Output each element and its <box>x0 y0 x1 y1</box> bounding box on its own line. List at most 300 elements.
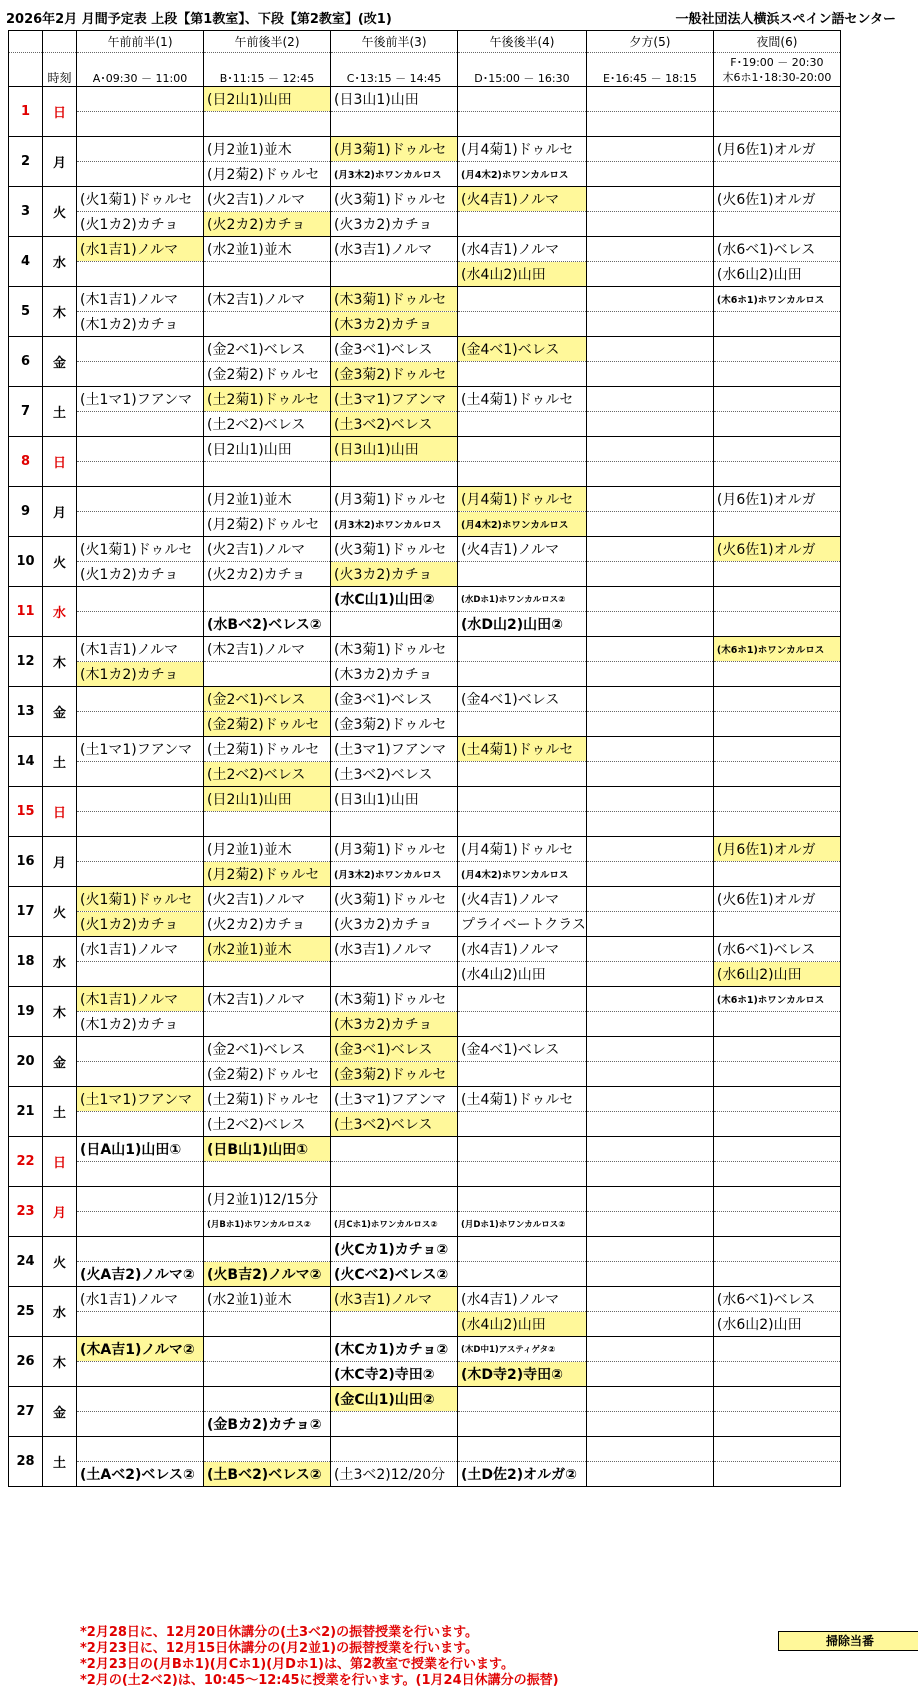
class-slot <box>458 712 587 737</box>
day-number: 11 <box>9 587 43 637</box>
class-slot: (火2吉1)ノルマ <box>204 887 331 912</box>
class-slot <box>331 1312 458 1337</box>
class-slot <box>586 362 713 387</box>
weekday: 水 <box>43 1287 77 1337</box>
weekday: 木 <box>43 987 77 1037</box>
day-row-upper <box>9 1187 841 1212</box>
day-row-lower <box>9 1062 841 1087</box>
day-row-lower <box>9 962 841 987</box>
class-slot <box>713 412 840 437</box>
class-slot <box>204 812 331 837</box>
class-slot <box>713 387 840 412</box>
class-slot: (土3ベ2)12/20分 <box>331 1462 458 1487</box>
weekday: 月 <box>43 137 77 187</box>
class-slot <box>713 762 840 787</box>
class-slot: (木C寺2)寺田② <box>331 1362 458 1387</box>
class-slot: (月4木2)ホワンカルロス <box>458 862 587 887</box>
class-slot <box>713 112 840 137</box>
day-row-upper <box>9 687 841 712</box>
class-slot <box>586 787 713 812</box>
class-slot: (金C山1)山田② <box>331 1387 458 1412</box>
class-slot <box>77 1112 204 1137</box>
day-row-lower <box>9 362 841 387</box>
day-number: 19 <box>9 987 43 1037</box>
class-slot <box>77 412 204 437</box>
weekday: 土 <box>43 1087 77 1137</box>
class-slot <box>204 1337 331 1362</box>
class-slot: (水4山2)山田 <box>458 1312 587 1337</box>
class-slot: (火4吉1)ノルマ <box>458 187 587 212</box>
class-slot <box>586 562 713 587</box>
class-slot: (木Cカ1)カチョ② <box>331 1337 458 1362</box>
class-slot <box>713 862 840 887</box>
class-slot <box>586 262 713 287</box>
class-slot <box>204 1012 331 1037</box>
note: *2月の(土2ベ2)は、10:45～12:45に授業を行います。(1月24日休講分の振替) <box>80 1673 559 1688</box>
class-slot: (木D寺2)寺田② <box>458 1362 587 1387</box>
class-slot: (木2吉1)ノルマ <box>204 637 331 662</box>
class-slot <box>713 737 840 762</box>
class-slot <box>586 1037 713 1062</box>
class-slot <box>77 1187 204 1212</box>
class-slot <box>77 1437 204 1462</box>
class-slot <box>586 87 713 112</box>
day-row-upper <box>9 1387 841 1412</box>
class-slot <box>586 487 713 512</box>
day-number: 24 <box>9 1237 43 1287</box>
class-slot <box>458 212 587 237</box>
class-slot: (土3マ1)フアンマ <box>331 387 458 412</box>
page-header <box>0 0 918 30</box>
class-slot <box>586 462 713 487</box>
class-slot: (日3山1)山田 <box>331 787 458 812</box>
class-slot: (水1吉1)ノルマ <box>77 1287 204 1312</box>
day-row-lower <box>9 612 841 637</box>
weekday: 火 <box>43 1237 77 1287</box>
class-slot: (木1吉1)ノルマ <box>77 987 204 1012</box>
class-slot <box>458 312 587 337</box>
class-slot: (水4吉1)ノルマ <box>458 937 587 962</box>
class-slot <box>204 1162 331 1187</box>
day-number: 18 <box>9 937 43 987</box>
class-slot: (土3マ1)フアンマ <box>331 737 458 762</box>
class-slot <box>77 112 204 137</box>
class-slot <box>586 437 713 462</box>
time-slot: F･19:00 － 20:30 <box>730 55 824 69</box>
class-slot: (金3菊2)ドゥルセ <box>331 712 458 737</box>
day-row-upper <box>9 287 841 312</box>
class-slot <box>586 187 713 212</box>
class-slot <box>586 662 713 687</box>
class-slot: (水6ベ1)ベレス <box>713 237 840 262</box>
time-slot-evening <box>713 53 840 87</box>
class-slot <box>713 912 840 937</box>
day-row-lower <box>9 312 841 337</box>
day-number: 7 <box>9 387 43 437</box>
class-slot <box>77 1362 204 1387</box>
class-slot <box>586 337 713 362</box>
class-slot: (火2カ2)カチョ <box>204 212 331 237</box>
class-slot: (木2吉1)ノルマ <box>204 987 331 1012</box>
note: *2月23日に、12月15日休講分の(月2並1)の振替授業を行います。 <box>80 1641 479 1656</box>
class-slot <box>458 1062 587 1087</box>
class-slot <box>586 1062 713 1087</box>
class-slot: (火4吉1)ノルマ <box>458 537 587 562</box>
day-row-upper <box>9 1087 841 1112</box>
note: *2月28日に、12月20日休講分の(土3ベ2)の振替授業を行います。 <box>80 1625 479 1640</box>
class-slot: (金2菊2)ドゥルセ <box>204 1062 331 1087</box>
day-row-lower <box>9 1312 841 1337</box>
class-slot: (木3カ2)カチョ <box>331 1012 458 1037</box>
class-slot <box>586 1012 713 1037</box>
day-row-lower <box>9 462 841 487</box>
class-slot: (月2並1)並木 <box>204 137 331 162</box>
class-slot: (土Aベ2)ベレス② <box>77 1462 204 1487</box>
class-slot <box>77 137 204 162</box>
class-slot: (月6佐1)オルガ <box>713 837 840 862</box>
class-slot <box>458 437 587 462</box>
corner-cell <box>9 53 43 87</box>
period-header: 午前後半(2) <box>204 31 331 53</box>
class-slot <box>458 562 587 587</box>
class-slot: (水6ベ1)ベレス <box>713 1287 840 1312</box>
class-slot <box>331 262 458 287</box>
class-slot <box>77 1312 204 1337</box>
class-slot: (火2吉1)ノルマ <box>204 537 331 562</box>
class-slot: (木2吉1)ノルマ <box>204 287 331 312</box>
day-row-upper <box>9 537 841 562</box>
period-header: 午後前半(3) <box>331 31 458 53</box>
day-row-lower <box>9 662 841 687</box>
class-slot <box>77 712 204 737</box>
class-slot: (日B山1)山田① <box>204 1137 331 1162</box>
weekday: 土 <box>43 737 77 787</box>
class-slot <box>458 1387 587 1412</box>
class-slot <box>77 162 204 187</box>
class-slot <box>458 787 587 812</box>
day-number: 23 <box>9 1187 43 1237</box>
day-row-upper <box>9 1037 841 1062</box>
corner-cell <box>9 31 43 53</box>
class-slot <box>586 212 713 237</box>
weekday: 日 <box>43 437 77 487</box>
class-slot <box>713 1187 840 1212</box>
class-slot <box>713 1212 840 1237</box>
class-slot <box>713 512 840 537</box>
day-row-lower <box>9 412 841 437</box>
class-slot: (木1吉1)ノルマ <box>77 637 204 662</box>
class-slot <box>586 537 713 562</box>
class-slot <box>713 162 840 187</box>
class-slot: (月6佐1)オルガ <box>713 137 840 162</box>
class-slot <box>204 1387 331 1412</box>
class-slot <box>77 1412 204 1437</box>
class-slot <box>586 1087 713 1112</box>
weekday: 月 <box>43 487 77 537</box>
day-row-upper <box>9 387 841 412</box>
day-number: 26 <box>9 1337 43 1387</box>
class-slot <box>77 437 204 462</box>
class-slot <box>586 862 713 887</box>
class-slot <box>586 1262 713 1287</box>
class-slot <box>713 1262 840 1287</box>
class-slot <box>713 1337 840 1362</box>
class-slot <box>586 137 713 162</box>
class-slot <box>204 112 331 137</box>
class-slot <box>331 612 458 637</box>
day-row-lower <box>9 1212 841 1237</box>
class-slot <box>77 337 204 362</box>
class-slot <box>77 1212 204 1237</box>
class-slot <box>77 612 204 637</box>
weekday: 木 <box>43 1337 77 1387</box>
class-slot <box>331 1187 458 1212</box>
class-slot: (金2ベ1)ベレス <box>204 687 331 712</box>
time-slot: D･15:00 － 16:30 <box>458 53 587 87</box>
class-slot: (土2菊1)ドゥルセ <box>204 1087 331 1112</box>
class-slot: (月3菊1)ドゥルセ <box>331 487 458 512</box>
class-slot: (月3木2)ホワンカルロス <box>331 162 458 187</box>
class-slot: (水C山1)山田② <box>331 587 458 612</box>
class-slot: (木A吉1)ノルマ② <box>77 1337 204 1362</box>
class-slot <box>458 462 587 487</box>
class-slot <box>713 1112 840 1137</box>
class-slot <box>458 812 587 837</box>
day-row-lower <box>9 912 841 937</box>
day-number: 14 <box>9 737 43 787</box>
period-header-row <box>9 31 841 53</box>
class-slot: (木3菊1)ドゥルセ <box>331 987 458 1012</box>
class-slot <box>204 1362 331 1387</box>
class-slot: (土3ベ2)ベレス <box>331 412 458 437</box>
class-slot: (土1マ1)フアンマ <box>77 737 204 762</box>
class-slot <box>713 312 840 337</box>
period-header: 夕方(5) <box>586 31 713 53</box>
day-number: 22 <box>9 1137 43 1187</box>
class-slot <box>713 712 840 737</box>
day-row-upper <box>9 137 841 162</box>
class-slot: (火B吉2)ノルマ② <box>204 1262 331 1287</box>
class-slot: (水6山2)山田 <box>713 1312 840 1337</box>
corner-cell <box>43 31 77 53</box>
class-slot <box>586 162 713 187</box>
time-slot: A･09:30 － 11:00 <box>77 53 204 87</box>
class-slot <box>331 112 458 137</box>
class-slot: (月Dホ1)ホワンカルロス② <box>458 1212 587 1237</box>
day-number: 6 <box>9 337 43 387</box>
weekday: 木 <box>43 637 77 687</box>
class-slot <box>586 1437 713 1462</box>
class-slot: (土2菊1)ドゥルセ <box>204 737 331 762</box>
class-slot <box>586 312 713 337</box>
class-slot <box>713 1137 840 1162</box>
class-slot <box>713 1412 840 1437</box>
class-slot: (土3ベ2)ベレス <box>331 762 458 787</box>
day-row-upper <box>9 637 841 662</box>
class-slot: (水6山2)山田 <box>713 962 840 987</box>
class-slot <box>713 1237 840 1262</box>
class-slot: (火6佐1)オルガ <box>713 187 840 212</box>
day-row-lower <box>9 1362 841 1387</box>
day-row-lower <box>9 862 841 887</box>
class-slot: (日2山1)山田 <box>204 437 331 462</box>
class-slot: プライベートクラス <box>458 912 587 937</box>
class-slot: (水1吉1)ノルマ <box>77 237 204 262</box>
time-slot: E･16:45 － 18:15 <box>586 53 713 87</box>
class-slot <box>77 487 204 512</box>
class-slot <box>713 1162 840 1187</box>
class-slot <box>458 1237 587 1262</box>
class-slot: (火Cベ2)ベレス② <box>331 1262 458 1287</box>
day-row-upper <box>9 1437 841 1462</box>
class-slot: (水Dホ1)ホワンカルロス② <box>458 587 587 612</box>
class-slot <box>586 912 713 937</box>
class-slot: (土2ベ2)ベレス <box>204 762 331 787</box>
notes <box>80 1625 559 1689</box>
day-row-upper <box>9 87 841 112</box>
class-slot: (水4吉1)ノルマ <box>458 237 587 262</box>
day-row-lower <box>9 162 841 187</box>
class-slot: (月3木2)ホワンカルロス <box>331 862 458 887</box>
class-slot: (月2並1)並木 <box>204 837 331 862</box>
class-slot <box>458 1412 587 1437</box>
class-slot <box>713 612 840 637</box>
class-slot: (水D山2)山田② <box>458 612 587 637</box>
class-slot: (月2菊2)ドゥルセ <box>204 162 331 187</box>
day-row-upper <box>9 937 841 962</box>
period-header: 午前前半(1) <box>77 31 204 53</box>
class-slot <box>458 362 587 387</box>
day-row-lower <box>9 762 841 787</box>
weekday: 水 <box>43 237 77 287</box>
class-slot <box>204 962 331 987</box>
class-slot: (水1吉1)ノルマ <box>77 937 204 962</box>
class-slot <box>586 387 713 412</box>
class-slot: (木6ホ1)ホワンカルロス <box>713 287 840 312</box>
class-slot: (水2並1)並木 <box>204 937 331 962</box>
class-slot: (水4山2)山田 <box>458 262 587 287</box>
day-number: 17 <box>9 887 43 937</box>
day-number: 2 <box>9 137 43 187</box>
period-header: 夜間(6) <box>713 31 840 53</box>
class-slot: (月2菊2)ドゥルセ <box>204 862 331 887</box>
weekday: 火 <box>43 187 77 237</box>
day-row-upper <box>9 437 841 462</box>
class-slot <box>586 1287 713 1312</box>
class-slot: (土3マ1)フアンマ <box>331 1087 458 1112</box>
weekday: 日 <box>43 87 77 137</box>
class-slot <box>586 237 713 262</box>
class-slot <box>458 1262 587 1287</box>
weekday: 金 <box>43 337 77 387</box>
class-slot <box>586 612 713 637</box>
day-row-upper <box>9 237 841 262</box>
class-slot: (水2並1)並木 <box>204 237 331 262</box>
weekday: 日 <box>43 1137 77 1187</box>
class-slot: (金2ベ1)ベレス <box>204 1037 331 1062</box>
class-slot <box>77 687 204 712</box>
class-slot <box>713 812 840 837</box>
day-row-upper <box>9 837 841 862</box>
class-slot: (土2ベ2)ベレス <box>204 1112 331 1137</box>
class-slot: (火1カ2)カチョ <box>77 562 204 587</box>
class-slot: (火3カ2)カチョ <box>331 562 458 587</box>
class-slot <box>458 1112 587 1137</box>
class-slot <box>586 1337 713 1362</box>
class-slot: (水3吉1)ノルマ <box>331 1287 458 1312</box>
class-slot: (土Bベ2)ベレス② <box>204 1462 331 1487</box>
class-slot <box>458 637 587 662</box>
day-number: 8 <box>9 437 43 487</box>
class-slot: (水4山2)山田 <box>458 962 587 987</box>
class-slot <box>586 887 713 912</box>
class-slot: (土2ベ2)ベレス <box>204 412 331 437</box>
class-slot: (月4菊1)ドゥルセ <box>458 837 587 862</box>
page-title: 2026年2月 月間予定表 上段【第1教室】、下段【第2教室】(改1) <box>6 12 392 27</box>
day-number: 3 <box>9 187 43 237</box>
class-slot <box>713 437 840 462</box>
class-slot <box>458 1162 587 1187</box>
day-row-upper <box>9 487 841 512</box>
class-slot <box>586 512 713 537</box>
day-row-upper <box>9 187 841 212</box>
day-row-lower <box>9 812 841 837</box>
class-slot: (土1マ1)フアンマ <box>77 1087 204 1112</box>
class-slot: (金2菊2)ドゥルセ <box>204 712 331 737</box>
weekday: 月 <box>43 837 77 887</box>
class-slot: (火6佐1)オルガ <box>713 537 840 562</box>
weekday: 土 <box>43 1437 77 1487</box>
class-slot: (土2菊1)ドゥルセ <box>204 387 331 412</box>
class-slot: (金4ベ1)ベレス <box>458 337 587 362</box>
class-slot <box>458 1012 587 1037</box>
class-slot <box>586 712 713 737</box>
class-slot: (日A山1)山田① <box>77 1137 204 1162</box>
class-slot: (木6ホ1)ホワンカルロス <box>713 637 840 662</box>
class-slot <box>713 1062 840 1087</box>
class-slot: (月3菊1)ドゥルセ <box>331 837 458 862</box>
organization-name: 一般社団法人横浜スペイン語センター <box>675 12 896 27</box>
class-slot <box>77 1037 204 1062</box>
day-number: 28 <box>9 1437 43 1487</box>
class-slot: (月4菊1)ドゥルセ <box>458 487 587 512</box>
class-slot: (金3菊2)ドゥルセ <box>331 362 458 387</box>
class-slot: (金Bカ2)カチョ② <box>204 1412 331 1437</box>
class-slot <box>713 362 840 387</box>
class-slot: (火6佐1)オルガ <box>713 887 840 912</box>
class-slot <box>713 562 840 587</box>
class-slot <box>458 287 587 312</box>
day-number: 21 <box>9 1087 43 1137</box>
class-slot: (月2並1)並木 <box>204 487 331 512</box>
day-number: 9 <box>9 487 43 537</box>
class-slot <box>77 837 204 862</box>
weekday: 金 <box>43 1387 77 1437</box>
class-slot <box>204 312 331 337</box>
day-row-lower <box>9 212 841 237</box>
class-slot <box>331 1162 458 1187</box>
class-slot <box>458 1187 587 1212</box>
weekday: 火 <box>43 887 77 937</box>
class-slot <box>331 812 458 837</box>
class-slot <box>586 937 713 962</box>
class-slot <box>586 987 713 1012</box>
class-slot <box>713 87 840 112</box>
class-slot: (日2山1)山田 <box>204 787 331 812</box>
day-number: 20 <box>9 1037 43 1087</box>
class-slot: (木3菊1)ドゥルセ <box>331 637 458 662</box>
weekday: 木 <box>43 287 77 337</box>
